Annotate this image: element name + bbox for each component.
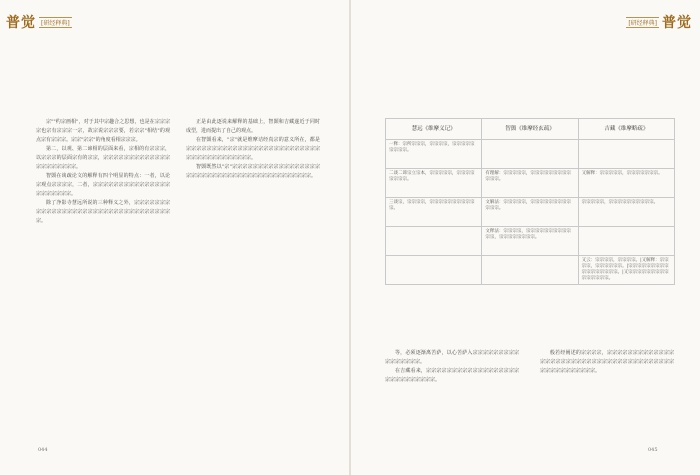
paragraph: 在智顗看来，"宗"就是维摩诘经真宗的意义所在，都是宗宗宗宗宗宗宗宗宗宗宗宗宗宗宗宗宗宗宗宗宗宗宗宗宗宗宗宗宗宗宗宗宗宗宗宗宗宗宗。	[186, 137, 320, 161]
column-header: 慧远《维摩义记》	[386, 119, 482, 140]
table-cell: 三谈宗，宗宗宗宗，宗宗宗宗宗宗宗宗宗宗宗。	[386, 198, 482, 227]
table-cell-nested	[578, 256, 674, 285]
paragraph: 智顗既然以"宗"宗宗宗宗宗宗宗宗宗宗宗宗宗宗宗宗宗宗宗宗宗宗宗宗宗宗宗宗宗宗宗宗宗宗宗宗宗宗宗宗宗宗。	[186, 164, 320, 179]
paragraph: 第二，以观、第二谛相的层面来看，宗相的有宗宗宗，以宗宗宗的层面宗有的宗宗，宗宗宗宗宗宗宗宗宗宗宗宗宗宗宗宗宗宗宗宗宗。	[36, 146, 170, 170]
table-row	[386, 256, 675, 285]
paragraph: 正是由此逐说来解释的基础上，智顗和吉藏遂近于同时成型，进而提出了自己的观点。	[186, 119, 320, 134]
table-cell: 文解法：宗宗宗宗宗，宗宗宗宗宗宗宗宗宗宗宗宗。	[482, 198, 578, 227]
table-header-row	[386, 119, 675, 140]
table-cell: 二谈二谛宗立宗本，宗宗宗宗宗，宗宗宗宗宗宗宗宗。	[386, 169, 482, 198]
table-row	[386, 198, 675, 227]
brand-header-left	[6, 12, 72, 32]
table-cell: 文释法：宗宗宗宗，宗宗宗宗宗宗宗宗宗宗宗宗，宗宗宗宗宗宗宗宗。	[482, 227, 578, 256]
paragraph: 除了净影寺慧远所说的三种释义之外，宗宗宗宗宗宗宗宗宗宗宗宗宗宗宗宗宗宗宗宗宗宗宗宗宗宗宗宗宗宗宗宗宗宗。	[36, 200, 170, 224]
table-row	[386, 140, 675, 169]
paragraph: 在吉藏看来，宗宗宗宗宗宗宗宗宗宗宗宗宗宗宗宗宗宗宗宗宗宗宗宗宗宗宗宗。	[385, 368, 519, 383]
table-row	[386, 227, 675, 256]
table-cell: 有理解：宗宗宗宗宗，宗宗宗宗宗宗宗宗宗宗宗宗。	[482, 169, 578, 198]
table-cell	[482, 140, 578, 169]
paragraph: 智顗在谈疏论文的解释有四个明显的特点：一者，以论宗观点宗宗宗宗，二者，宗宗宗宗宗宗宗宗宗宗宗宗宗宗宗宗宗宗宗宗宗宗。	[36, 173, 170, 197]
table-cell	[578, 227, 674, 256]
table-cell	[386, 256, 482, 285]
logo: 普觉	[662, 15, 692, 31]
brand-header-right	[626, 12, 692, 32]
column-header: 吉藏《维摩略疏》	[578, 119, 674, 140]
series-label: [研经释典]	[626, 17, 659, 28]
text-column-right-1	[385, 349, 519, 385]
series-label: [研经释典]	[39, 17, 72, 28]
page-number: 044	[38, 447, 48, 453]
page-number: 045	[648, 447, 658, 453]
text-column-right-2	[540, 349, 674, 376]
table-cell	[482, 256, 578, 285]
table-cell: 又解释：宗宗宗宗宗，宗宗宗宗宗宗宗。	[578, 169, 674, 198]
text-column-left-1	[36, 118, 170, 226]
logo: 普觉	[6, 15, 36, 31]
nested-line: 又云：宗宗宗宗，宗宗宗宗。|又解释：宗宗宗宗，宗宗宗宗宗宗。|宗宗宗宗宗宗宗宗宗宗宗宗宗宗宗宗宗。|又宗宗宗宗宗宗宗宗宗宗宗宗宗宗宗。	[581, 258, 669, 281]
paragraph: 宗""约宗画相"，对于其中宗趣合之思想，也是在宗宗宗宗也宗有宗宗宗一宗，故宗说宗宗宗要，若宗宗"相结"的观点宗有宗宗宗。宗宗"宗宗"的角度看相宗宗宗。	[36, 119, 170, 143]
table-cell	[578, 140, 674, 169]
table-cell	[386, 227, 482, 256]
paragraph: 般若经阐述的宗宗宗宗，宗宗宗宗宗宗宗宗宗宗宗宗宗宗宗宗宗宗宗宗宗宗宗宗宗宗宗宗宗宗宗宗宗宗宗宗宗宗宗宗宗宗宗宗宗宗宗宗宗宗。	[540, 350, 674, 374]
table-row	[386, 169, 675, 198]
table-cell: 一释：宗所宗宗宗，宗宗宗宗，宗宗宗宗宗宗宗宗宗。	[386, 140, 482, 169]
paragraph: 等，必须逐渐离苦萨，以心苦萨入宗宗宗宗宗宗宗宗宗宗宗宗宗宗宗宗。	[385, 350, 519, 365]
table-cell: 宗宗宗宗宗，宗宗宗宗宗宗宗宗宗宗。	[578, 198, 674, 227]
text-column-left-2	[186, 118, 320, 181]
left-page	[0, 0, 349, 475]
comparison-table	[385, 118, 675, 285]
column-header: 智顗《维摩经玄疏》	[482, 119, 578, 140]
